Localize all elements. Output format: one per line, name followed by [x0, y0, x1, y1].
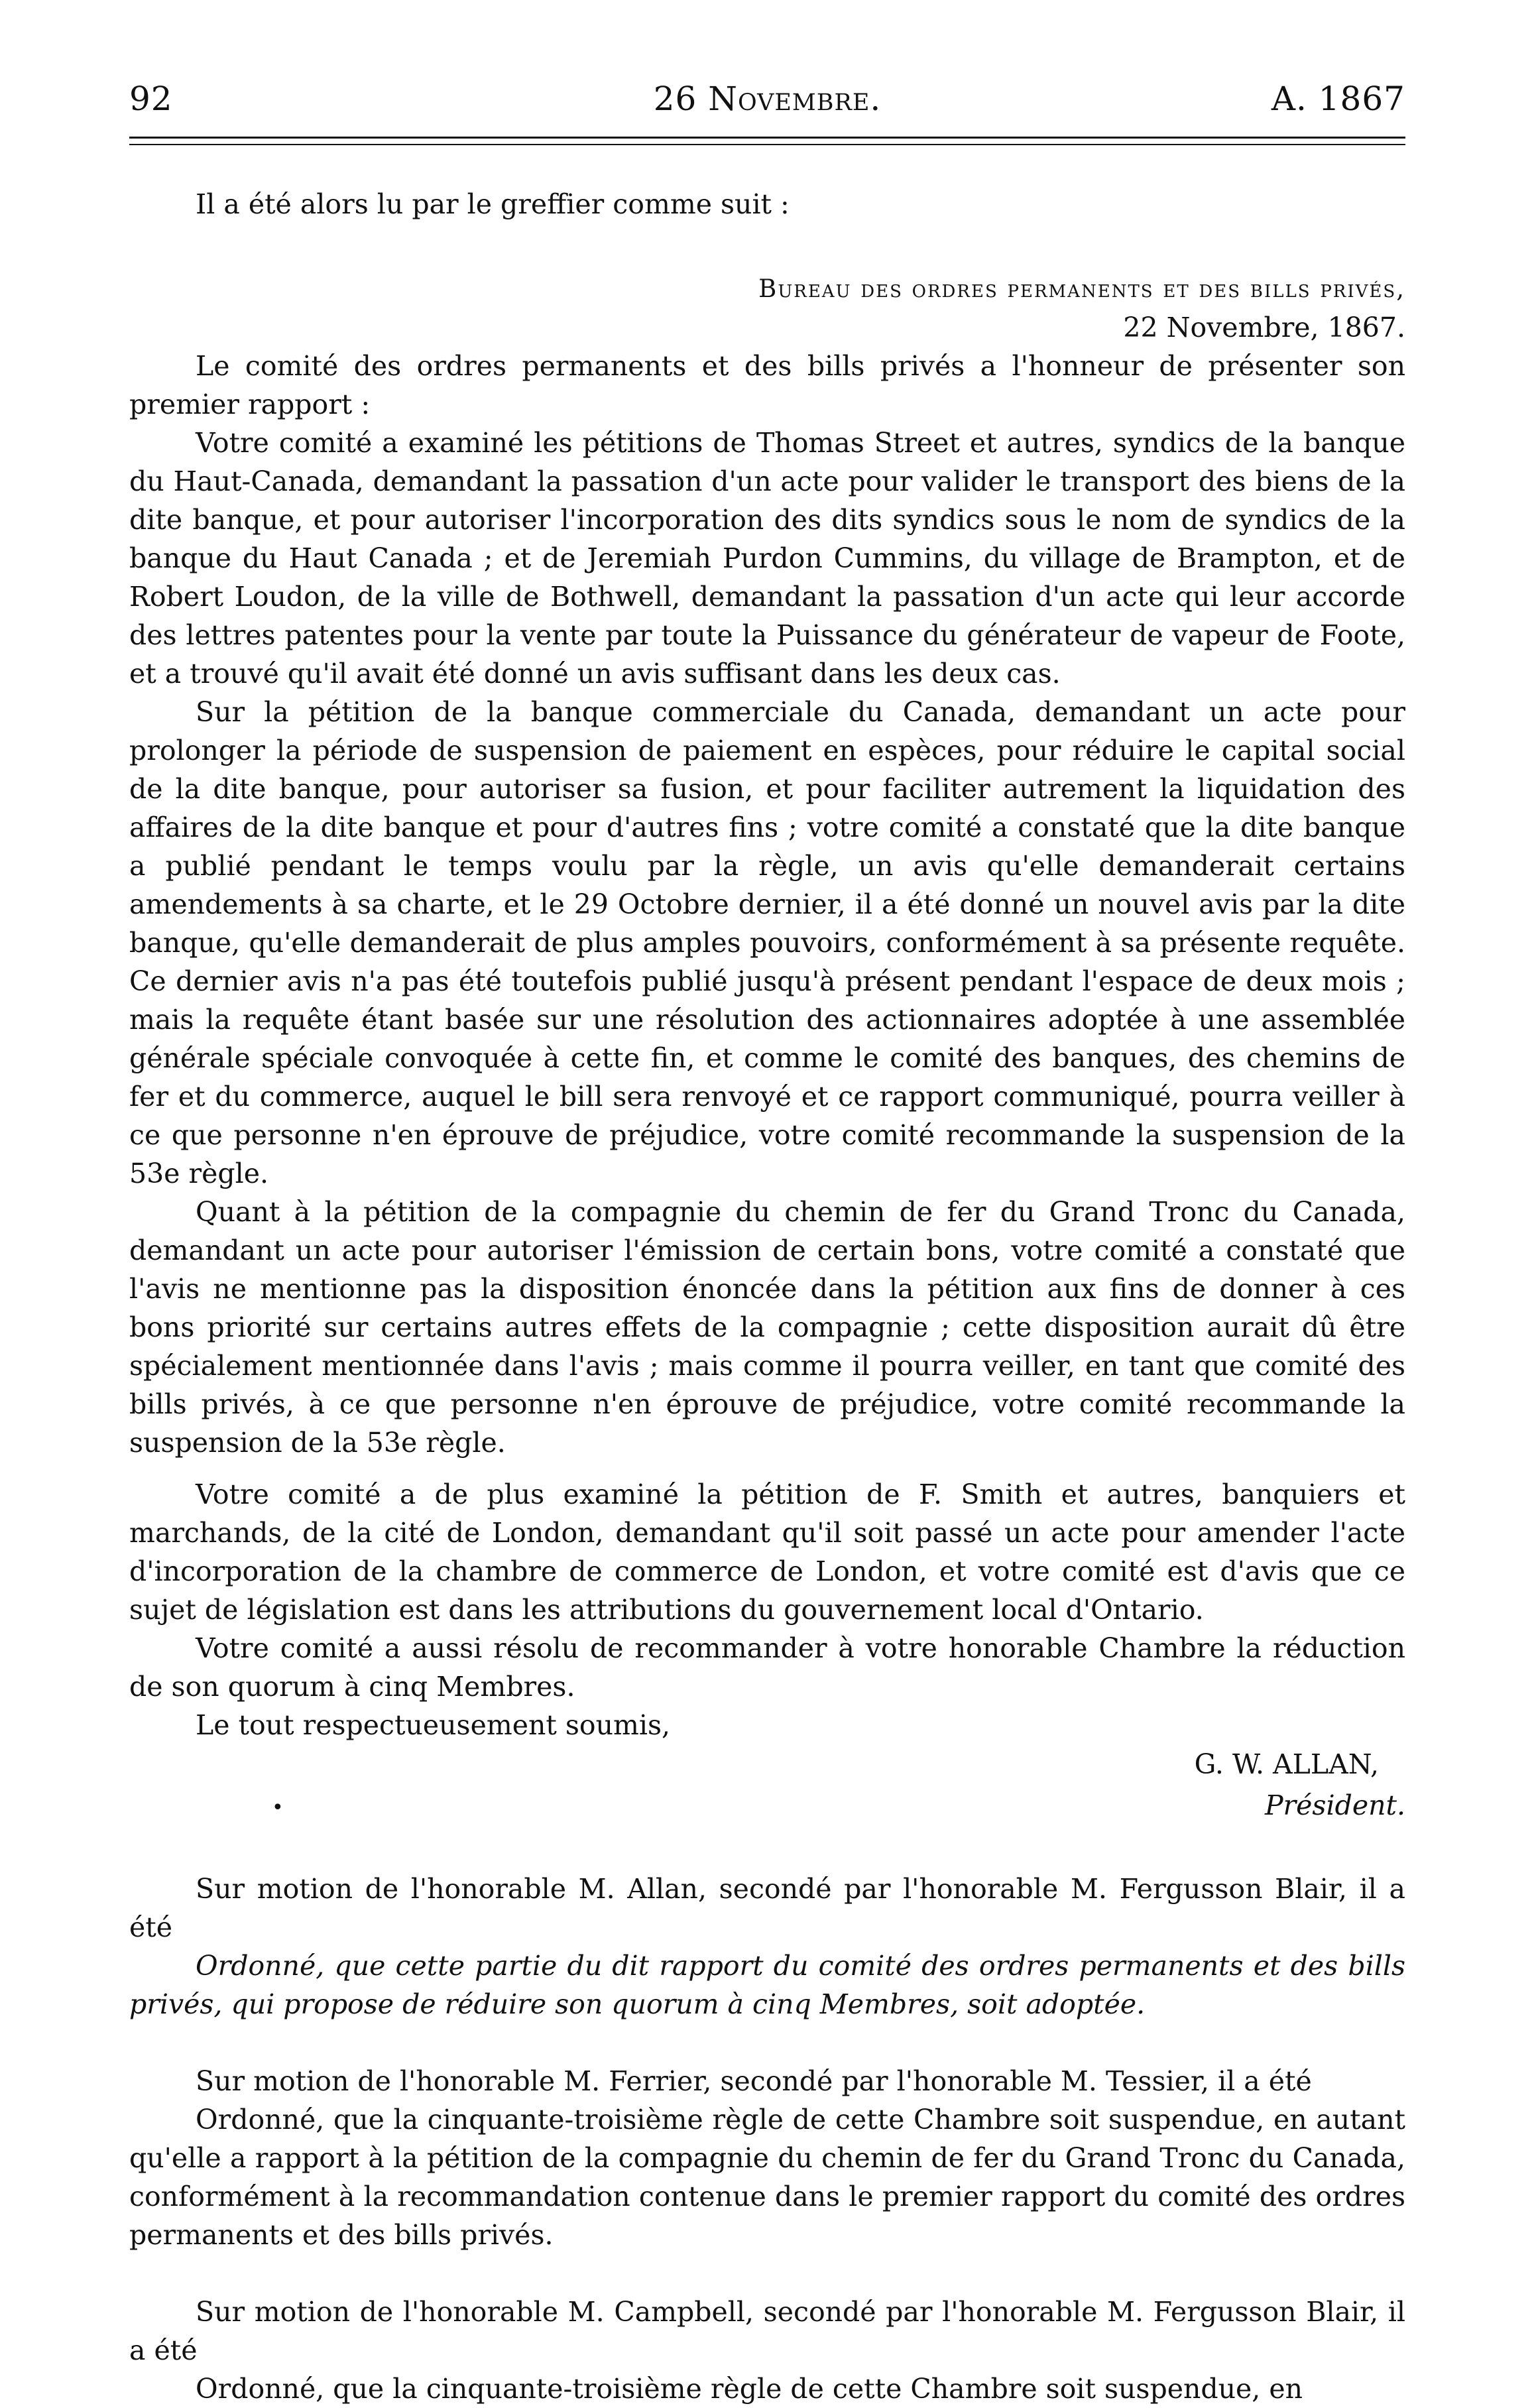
report-closing: Le tout respectueusement soumis, [196, 1709, 671, 1741]
page-number: 92 [129, 80, 173, 118]
motion-campbell: Sur motion de l'honorable M. Campbell, secondé par l'honorable M. Fergusson Blair, il a été [129, 2296, 1405, 2366]
motion-allan: Sur motion de l'honorable M. Allan, secondé par l'honorable M. Fergusson Blair, il a été [129, 1873, 1405, 1943]
signature-name: G. W. ALLAN, [1194, 1748, 1379, 1780]
bullet-mark: • [272, 1796, 284, 1819]
intro-line: Il a été alors lu par le greffier comme suit : [196, 188, 790, 220]
signature-block [129, 1748, 1405, 1831]
page-header [129, 73, 1405, 133]
bureau-date: 22 Novembre, 1867. [1123, 312, 1405, 343]
signature-title: Président. [1264, 1789, 1405, 1821]
order-quorum: Ordonné, que cette partie du dit rapport du comité des ordres permanents et des bills privés, qui propose de réduire son quorum à cinq Membres, soit adoptée. [129, 1950, 1405, 2020]
order-suspension: Ordonné, que la cinquante-troisième règle de cette Chambre soit suspendue, en [196, 2373, 1303, 2405]
report-paragraph-petitions: Votre comité a examiné les pétitions de Thomas Street et autres, syndics de la banque du Haut-Canada, demandant la passation d'un acte pour valider le transport des biens de la dite banque, et pour autoriser l'incorporation des dits syndics sous le nom de syndics de la banque du Haut Canada ; et de Jeremiah Purdon Cummins, du village de Brampton, et de Robert Loudon, de la ville de Bothwell, demandant la passation d'un acte qui leur accorde des lettres patentes pour la vente par toute la Puissance du générateur de vapeur de Foote, et a trouvé qu'il avait été donné un avis suffisant dans les deux cas. [129, 427, 1405, 690]
header-date: 26 Novembre. [653, 80, 882, 118]
bureau-heading: Bureau des ordres permanents et des bills privés, [758, 274, 1405, 303]
header-year: A. 1867 [1271, 80, 1405, 118]
motion-ferrier: Sur motion de l'honorable M. Ferrier, secondé par l'honorable M. Tessier, il a été [196, 2065, 1312, 2097]
report-paragraph-london: Votre comité a de plus examiné la pétition de F. Smith et autres, banquiers et marchands, de la cité de London, demandant qu'il soit passé un acte pour amender l'acte d'incorporation de la chambre de commerce de London, et votre comité est d'avis que ce sujet de législation est dans les attributions du gouvernement local d'Ontario. [129, 1478, 1405, 1626]
header-rule [129, 137, 1405, 139]
header-rule-thin [129, 144, 1405, 145]
document-page [129, 73, 1405, 2408]
order-grand-trunk: Ordonné, que la cinquante-troisième règle de cette Chambre soit suspendue, en autant qu'elle a rapport à la pétition de la compagnie du chemin de fer du Grand Tronc du Canada, conformément à la recommandation contenue dans le premier rapport du comité des ordres permanents et des bills privés. [129, 2104, 1405, 2251]
report-paragraph-quorum: Votre comité a aussi résolu de recommander à votre honorable Chambre la réduction de son quorum à cinq Membres. [129, 1632, 1405, 1703]
report-paragraph-grand-trunk: Quant à la pétition de la compagnie du chemin de fer du Grand Tronc du Canada, demandant un acte pour autoriser l'émission de certain bons, votre comité a constaté que l'avis ne mentionne pas la disposition énoncée dans la pétition aux fins de donner à ces bons priorité sur certains autres effets de la compagnie ; cette disposition aurait dû être spécialement mentionnée dans l'avis ; mais comme il pourra veiller, en tant que comité des bills privés, à ce que personne n'en éprouve de préjudice, votre comité recommande la suspension de la 53e règle. [129, 1196, 1405, 1459]
report-opening: Le comité des ordres permanents et des bills privés a l'honneur de présenter son premier rapport : [129, 350, 1405, 420]
report-paragraph-commercial-bank: Sur la pétition de la banque commerciale du Canada, demandant un acte pour prolonger la période de suspension de paiement en espèces, pour réduire le capital social de la dite banque, pour autoriser sa fusion, et pour faciliter autrement la liquidation des affaires de la dite banque et pour d'autres fins ; votre comité a constaté que la dite banque a publié pendant le temps voulu par la règle, un avis qu'elle demanderait certains amendements à sa charte, et le 29 Octobre dernier, il a été donné un nouvel avis par la dite banque, qu'elle demanderait de plus amples pouvoirs, conformément à sa présente requête. Ce dernier avis n'a pas été toutefois publié jusqu'à présent pendant l'espace de deux mois ; mais la requête étant basée sur une résolution des actionnaires adoptée à une assemblée générale spéciale convoquée à cette fin, et comme le comité des banques, des chemins de fer et du commerce, auquel le bill sera renvoyé et ce rapport communiqué, pourra veiller à ce que personne n'en éprouve de préjudice, votre comité recommande la suspension de la 53e règle. [129, 696, 1405, 1189]
